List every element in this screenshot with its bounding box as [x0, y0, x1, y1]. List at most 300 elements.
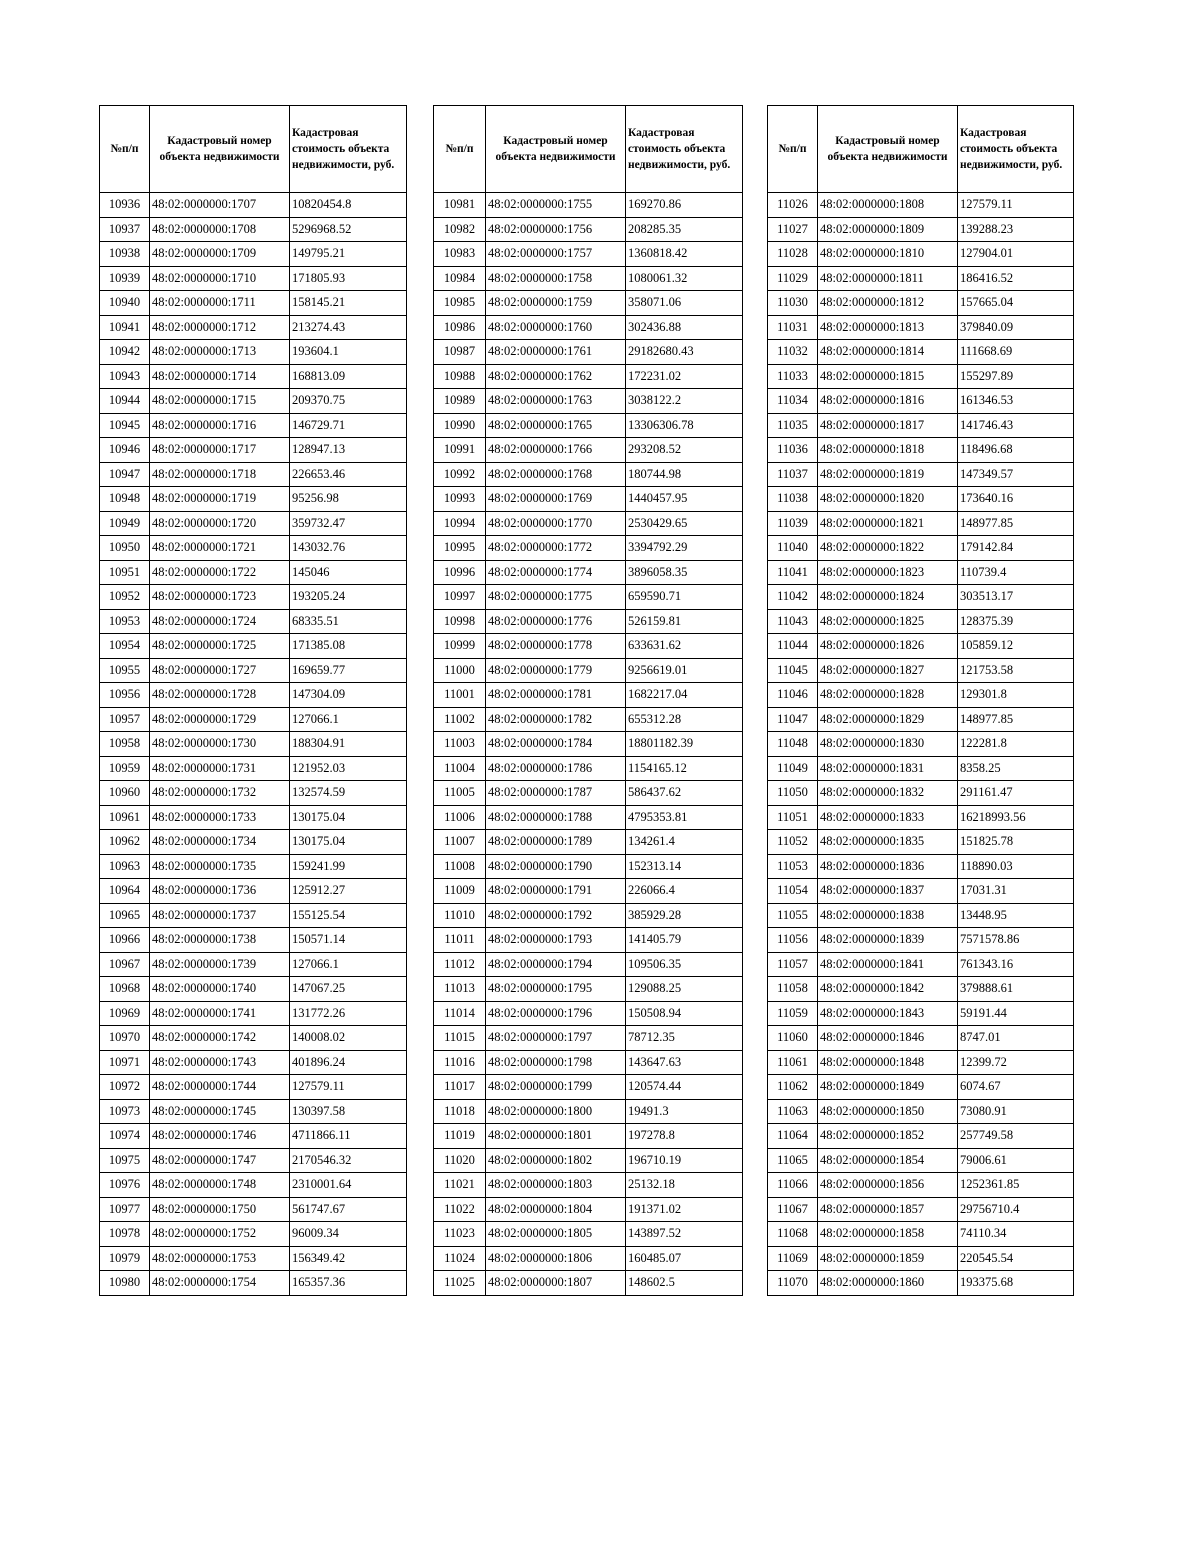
- cadastral-number: 48:02:0000000:1725: [150, 634, 290, 659]
- header-cadastral-number: Кадастровый номер объекта недвижимости: [486, 106, 626, 193]
- row-number: 11058: [768, 977, 818, 1002]
- cadastral-value: 155297.89: [958, 364, 1074, 389]
- table-row: [100, 193, 407, 218]
- cadastral-value: 29756710.4: [958, 1197, 1074, 1222]
- table-row: [768, 1271, 1074, 1296]
- row-number: 10988: [434, 364, 486, 389]
- cadastral-number: 48:02:0000000:1794: [486, 952, 626, 977]
- cadastral-value: 140008.02: [290, 1026, 407, 1051]
- cadastral-value: 59191.44: [958, 1001, 1074, 1026]
- cadastral-value: 128947.13: [290, 438, 407, 463]
- cadastral-value: 1360818.42: [626, 242, 743, 267]
- cadastral-value: 121952.03: [290, 756, 407, 781]
- cadastral-value: 78712.35: [626, 1026, 743, 1051]
- table-row: [434, 1026, 743, 1051]
- row-number: 10996: [434, 560, 486, 585]
- table-row: [100, 266, 407, 291]
- cadastral-number: 48:02:0000000:1858: [818, 1222, 958, 1247]
- row-number: 11009: [434, 879, 486, 904]
- cadastral-value: 127904.01: [958, 242, 1074, 267]
- header-cadastral-number: Кадастровый номер объекта недвижимости: [150, 106, 290, 193]
- table-row: [100, 536, 407, 561]
- table-row: [434, 854, 743, 879]
- cadastral-value: 1440457.95: [626, 487, 743, 512]
- cadastral-number: 48:02:0000000:1824: [818, 585, 958, 610]
- cadastral-number: 48:02:0000000:1735: [150, 854, 290, 879]
- cadastral-value: 291161.47: [958, 781, 1074, 806]
- table-row: [768, 928, 1074, 953]
- cadastral-number: 48:02:0000000:1762: [486, 364, 626, 389]
- table-row: [768, 291, 1074, 316]
- cadastral-value: 173640.16: [958, 487, 1074, 512]
- table-row: [100, 903, 407, 928]
- table-row: [100, 1173, 407, 1198]
- row-number: 10971: [100, 1050, 150, 1075]
- cadastral-value: 16218993.56: [958, 805, 1074, 830]
- table-row: [100, 683, 407, 708]
- row-number: 11042: [768, 585, 818, 610]
- cadastral-number: 48:02:0000000:1837: [818, 879, 958, 904]
- row-number: 10976: [100, 1173, 150, 1198]
- table-row: [768, 1099, 1074, 1124]
- cadastral-number: 48:02:0000000:1734: [150, 830, 290, 855]
- cadastral-value: 655312.28: [626, 707, 743, 732]
- cadastral-number: 48:02:0000000:1821: [818, 511, 958, 536]
- table-row: [768, 1222, 1074, 1247]
- cadastral-value: 150508.94: [626, 1001, 743, 1026]
- table-row: [100, 1099, 407, 1124]
- row-number: 10945: [100, 413, 150, 438]
- cadastral-number: 48:02:0000000:1718: [150, 462, 290, 487]
- row-number: 11036: [768, 438, 818, 463]
- header-cadastral-value: Кадастровая стоимость объекта недвижимости, руб.: [958, 106, 1074, 193]
- row-number: 10950: [100, 536, 150, 561]
- row-number: 10944: [100, 389, 150, 414]
- cadastral-value: 143647.63: [626, 1050, 743, 1075]
- table-row: [434, 438, 743, 463]
- cadastral-value: 12399.72: [958, 1050, 1074, 1075]
- cadastral-number: 48:02:0000000:1839: [818, 928, 958, 953]
- header-number: №п/п: [768, 106, 818, 193]
- table-row: [100, 1148, 407, 1173]
- cadastral-value: 302436.88: [626, 315, 743, 340]
- table-row: [100, 487, 407, 512]
- cadastral-value: 141405.79: [626, 928, 743, 953]
- table-row: [434, 609, 743, 634]
- cadastral-value: 226653.46: [290, 462, 407, 487]
- table-row: [100, 658, 407, 683]
- cadastral-number: 48:02:0000000:1859: [818, 1246, 958, 1271]
- cadastral-number: 48:02:0000000:1818: [818, 438, 958, 463]
- row-number: 10962: [100, 830, 150, 855]
- table-row: [768, 1173, 1074, 1198]
- cadastral-value: 293208.52: [626, 438, 743, 463]
- cadastral-number: 48:02:0000000:1808: [818, 193, 958, 218]
- row-number: 11067: [768, 1197, 818, 1222]
- cadastral-value: 1154165.12: [626, 756, 743, 781]
- table-row: [434, 756, 743, 781]
- row-number: 11010: [434, 903, 486, 928]
- cadastral-value: 171805.93: [290, 266, 407, 291]
- cadastral-number: 48:02:0000000:1789: [486, 830, 626, 855]
- table-row: [434, 830, 743, 855]
- table-row: [434, 462, 743, 487]
- cadastral-number: 48:02:0000000:1805: [486, 1222, 626, 1247]
- table-row: [434, 658, 743, 683]
- cadastral-number: 48:02:0000000:1830: [818, 732, 958, 757]
- row-number: 11030: [768, 291, 818, 316]
- cadastral-value: 526159.81: [626, 609, 743, 634]
- cadastral-value: 148602.5: [626, 1271, 743, 1296]
- cadastral-value: 197278.8: [626, 1124, 743, 1149]
- cadastral-value: 193205.24: [290, 585, 407, 610]
- cadastral-value: 7571578.86: [958, 928, 1074, 953]
- cadastral-number: 48:02:0000000:1754: [150, 1271, 290, 1296]
- cadastral-value: 156349.42: [290, 1246, 407, 1271]
- cadastral-value: 159241.99: [290, 854, 407, 879]
- cadastral-number: 48:02:0000000:1717: [150, 438, 290, 463]
- row-number: 11025: [434, 1271, 486, 1296]
- cadastral-number: 48:02:0000000:1838: [818, 903, 958, 928]
- cadastral-number: 48:02:0000000:1753: [150, 1246, 290, 1271]
- table-row: [434, 364, 743, 389]
- cadastral-number: 48:02:0000000:1709: [150, 242, 290, 267]
- row-number: 10963: [100, 854, 150, 879]
- row-number: 10989: [434, 389, 486, 414]
- cadastral-number: 48:02:0000000:1752: [150, 1222, 290, 1247]
- row-number: 10991: [434, 438, 486, 463]
- row-number: 10967: [100, 952, 150, 977]
- table-row: [768, 1075, 1074, 1100]
- cadastral-value: 158145.21: [290, 291, 407, 316]
- cadastral-value: 3896058.35: [626, 560, 743, 585]
- cadastral-value: 127579.11: [958, 193, 1074, 218]
- cadastral-number: 48:02:0000000:1846: [818, 1026, 958, 1051]
- row-number: 10984: [434, 266, 486, 291]
- cadastral-value: 29182680.43: [626, 340, 743, 365]
- cadastral-number: 48:02:0000000:1809: [818, 217, 958, 242]
- cadastral-number: 48:02:0000000:1727: [150, 658, 290, 683]
- cadastral-value: 186416.52: [958, 266, 1074, 291]
- cadastral-number: 48:02:0000000:1715: [150, 389, 290, 414]
- cadastral-number: 48:02:0000000:1790: [486, 854, 626, 879]
- cadastral-value: 96009.34: [290, 1222, 407, 1247]
- cadastral-number: 48:02:0000000:1812: [818, 291, 958, 316]
- cadastral-number: 48:02:0000000:1747: [150, 1148, 290, 1173]
- row-number: 11027: [768, 217, 818, 242]
- table-row: [100, 364, 407, 389]
- cadastral-value: 359732.47: [290, 511, 407, 536]
- cadastral-number: 48:02:0000000:1827: [818, 658, 958, 683]
- row-number: 11034: [768, 389, 818, 414]
- cadastral-number: 48:02:0000000:1798: [486, 1050, 626, 1075]
- row-number: 10954: [100, 634, 150, 659]
- cadastral-number: 48:02:0000000:1813: [818, 315, 958, 340]
- row-number: 11028: [768, 242, 818, 267]
- cadastral-value: 147349.57: [958, 462, 1074, 487]
- row-number: 11057: [768, 952, 818, 977]
- row-number: 10986: [434, 315, 486, 340]
- cadastral-number: 48:02:0000000:1800: [486, 1099, 626, 1124]
- row-number: 10946: [100, 438, 150, 463]
- cadastral-value: 17031.31: [958, 879, 1074, 904]
- cadastral-value: 120574.44: [626, 1075, 743, 1100]
- table-row: [434, 1050, 743, 1075]
- cadastral-value: 145046: [290, 560, 407, 585]
- row-number: 11053: [768, 854, 818, 879]
- row-number: 10973: [100, 1099, 150, 1124]
- row-number: 10992: [434, 462, 486, 487]
- table-row: [768, 560, 1074, 585]
- table-row: [434, 928, 743, 953]
- cadastral-value: 3038122.2: [626, 389, 743, 414]
- table-row: [434, 683, 743, 708]
- cadastral-value: 130175.04: [290, 830, 407, 855]
- row-number: 10998: [434, 609, 486, 634]
- cadastral-value: 586437.62: [626, 781, 743, 806]
- row-number: 10937: [100, 217, 150, 242]
- row-number: 11061: [768, 1050, 818, 1075]
- cadastral-number: 48:02:0000000:1814: [818, 340, 958, 365]
- table-row: [434, 1173, 743, 1198]
- table-row: [434, 634, 743, 659]
- cadastral-number: 48:02:0000000:1779: [486, 658, 626, 683]
- cadastral-number: 48:02:0000000:1722: [150, 560, 290, 585]
- cadastral-value: 160485.07: [626, 1246, 743, 1271]
- table-header-row: [434, 106, 743, 193]
- row-number: 10957: [100, 707, 150, 732]
- cadastral-value: 149795.21: [290, 242, 407, 267]
- cadastral-number: 48:02:0000000:1707: [150, 193, 290, 218]
- table-row: [100, 805, 407, 830]
- cadastral-value: 122281.8: [958, 732, 1074, 757]
- row-number: 10997: [434, 585, 486, 610]
- cadastral-value: 209370.75: [290, 389, 407, 414]
- table-row: [434, 389, 743, 414]
- cadastral-value: 111668.69: [958, 340, 1074, 365]
- table-header-row: [100, 106, 407, 193]
- table-row: [100, 1001, 407, 1026]
- row-number: 10974: [100, 1124, 150, 1149]
- cadastral-value: 379888.61: [958, 977, 1074, 1002]
- row-number: 10936: [100, 193, 150, 218]
- cadastral-value: 169270.86: [626, 193, 743, 218]
- table-row: [768, 756, 1074, 781]
- table-row: [434, 1075, 743, 1100]
- row-number: 11045: [768, 658, 818, 683]
- cadastral-value: 4711866.11: [290, 1124, 407, 1149]
- table-row: [434, 1001, 743, 1026]
- table-row: [434, 511, 743, 536]
- cadastral-number: 48:02:0000000:1760: [486, 315, 626, 340]
- table-row: [100, 879, 407, 904]
- row-number: 11021: [434, 1173, 486, 1198]
- cadastral-value: 3394792.29: [626, 536, 743, 561]
- table-row: [100, 634, 407, 659]
- cadastral-value: 74110.34: [958, 1222, 1074, 1247]
- cadastral-number: 48:02:0000000:1765: [486, 413, 626, 438]
- table-row: [434, 1271, 743, 1296]
- cadastral-value: 358071.06: [626, 291, 743, 316]
- cadastral-value: 129088.25: [626, 977, 743, 1002]
- table-row: [434, 536, 743, 561]
- cadastral-value: 19491.3: [626, 1099, 743, 1124]
- row-number: 10942: [100, 340, 150, 365]
- cadastral-number: 48:02:0000000:1826: [818, 634, 958, 659]
- row-number: 11064: [768, 1124, 818, 1149]
- row-number: 11070: [768, 1271, 818, 1296]
- row-number: 10943: [100, 364, 150, 389]
- cadastral-number: 48:02:0000000:1769: [486, 487, 626, 512]
- cadastral-number: 48:02:0000000:1787: [486, 781, 626, 806]
- cadastral-value: 4795353.81: [626, 805, 743, 830]
- table-row: [100, 609, 407, 634]
- table-row: [434, 487, 743, 512]
- row-number: 10961: [100, 805, 150, 830]
- cadastral-number: 48:02:0000000:1796: [486, 1001, 626, 1026]
- row-number: 11065: [768, 1148, 818, 1173]
- row-number: 11011: [434, 928, 486, 953]
- cadastral-value: 10820454.8: [290, 193, 407, 218]
- row-number: 10941: [100, 315, 150, 340]
- table-row: [100, 781, 407, 806]
- cadastral-value: 148977.85: [958, 511, 1074, 536]
- cadastral-number: 48:02:0000000:1743: [150, 1050, 290, 1075]
- table-row: [100, 1271, 407, 1296]
- table-row: [434, 1148, 743, 1173]
- row-number: 11000: [434, 658, 486, 683]
- row-number: 10960: [100, 781, 150, 806]
- cadastral-number: 48:02:0000000:1804: [486, 1197, 626, 1222]
- row-number: 11046: [768, 683, 818, 708]
- table-row: [434, 315, 743, 340]
- cadastral-number: 48:02:0000000:1756: [486, 217, 626, 242]
- row-number: 11043: [768, 609, 818, 634]
- cadastral-value: 148977.85: [958, 707, 1074, 732]
- cadastral-value: 118890.03: [958, 854, 1074, 879]
- cadastral-number: 48:02:0000000:1854: [818, 1148, 958, 1173]
- cadastral-number: 48:02:0000000:1784: [486, 732, 626, 757]
- table-row: [768, 438, 1074, 463]
- cadastral-number: 48:02:0000000:1740: [150, 977, 290, 1002]
- cadastral-value: 151825.78: [958, 830, 1074, 855]
- cadastral-number: 48:02:0000000:1799: [486, 1075, 626, 1100]
- table-row: [768, 1246, 1074, 1271]
- table-row: [434, 805, 743, 830]
- cadastral-value: 379840.09: [958, 315, 1074, 340]
- cadastral-value: 130175.04: [290, 805, 407, 830]
- cadastral-number: 48:02:0000000:1857: [818, 1197, 958, 1222]
- cadastral-value: 9256619.01: [626, 658, 743, 683]
- cadastral-number: 48:02:0000000:1736: [150, 879, 290, 904]
- header-number: №п/п: [434, 106, 486, 193]
- row-number: 11008: [434, 854, 486, 879]
- table-row: [768, 1124, 1074, 1149]
- table-row: [768, 1050, 1074, 1075]
- cadastral-number: 48:02:0000000:1748: [150, 1173, 290, 1198]
- row-number: 11056: [768, 928, 818, 953]
- table-row: [100, 1246, 407, 1271]
- table-row: [100, 928, 407, 953]
- table-row: [768, 511, 1074, 536]
- row-number: 10965: [100, 903, 150, 928]
- table-row: [434, 952, 743, 977]
- cadastral-number: 48:02:0000000:1710: [150, 266, 290, 291]
- row-number: 10949: [100, 511, 150, 536]
- row-number: 11069: [768, 1246, 818, 1271]
- cadastral-number: 48:02:0000000:1757: [486, 242, 626, 267]
- row-number: 10955: [100, 658, 150, 683]
- cadastral-number: 48:02:0000000:1755: [486, 193, 626, 218]
- table-row: [768, 879, 1074, 904]
- row-number: 11040: [768, 536, 818, 561]
- row-number: 10999: [434, 634, 486, 659]
- cadastral-value: 146729.71: [290, 413, 407, 438]
- table-row: [100, 585, 407, 610]
- table-row: [100, 1026, 407, 1051]
- row-number: 11062: [768, 1075, 818, 1100]
- cadastral-number: 48:02:0000000:1849: [818, 1075, 958, 1100]
- table-row: [100, 1124, 407, 1149]
- row-number: 10952: [100, 585, 150, 610]
- cadastral-value: 13448.95: [958, 903, 1074, 928]
- row-number: 10978: [100, 1222, 150, 1247]
- cadastral-number: 48:02:0000000:1856: [818, 1173, 958, 1198]
- cadastral-number: 48:02:0000000:1786: [486, 756, 626, 781]
- row-number: 11020: [434, 1148, 486, 1173]
- cadastral-value: 157665.04: [958, 291, 1074, 316]
- row-number: 11014: [434, 1001, 486, 1026]
- cadastral-value: 193604.1: [290, 340, 407, 365]
- cadastral-number: 48:02:0000000:1850: [818, 1099, 958, 1124]
- row-number: 10993: [434, 487, 486, 512]
- table-row: [100, 217, 407, 242]
- table-row: [100, 977, 407, 1002]
- table-row: [434, 732, 743, 757]
- table-row: [434, 1197, 743, 1222]
- cadastral-value: 18801182.39: [626, 732, 743, 757]
- cadastral-value: 188304.91: [290, 732, 407, 757]
- cadastral-number: 48:02:0000000:1721: [150, 536, 290, 561]
- cadastral-value: 147304.09: [290, 683, 407, 708]
- table-row: [768, 732, 1074, 757]
- table-row: [100, 1222, 407, 1247]
- cadastral-number: 48:02:0000000:1803: [486, 1173, 626, 1198]
- cadastral-number: 48:02:0000000:1829: [818, 707, 958, 732]
- row-number: 11018: [434, 1099, 486, 1124]
- row-number: 10981: [434, 193, 486, 218]
- row-number: 11052: [768, 830, 818, 855]
- table-row: [100, 756, 407, 781]
- table-row: [100, 560, 407, 585]
- table-row: [100, 462, 407, 487]
- cadastral-value: 257749.58: [958, 1124, 1074, 1149]
- cadastral-number: 48:02:0000000:1732: [150, 781, 290, 806]
- cadastral-value: 73080.91: [958, 1099, 1074, 1124]
- cadastral-value: 155125.54: [290, 903, 407, 928]
- cadastral-value: 134261.4: [626, 830, 743, 855]
- cadastral-number: 48:02:0000000:1737: [150, 903, 290, 928]
- cadastral-number: 48:02:0000000:1793: [486, 928, 626, 953]
- cadastral-value: 2170546.32: [290, 1148, 407, 1173]
- cadastral-number: 48:02:0000000:1797: [486, 1026, 626, 1051]
- cadastral-number: 48:02:0000000:1831: [818, 756, 958, 781]
- table-row: [768, 242, 1074, 267]
- cadastral-value: 1682217.04: [626, 683, 743, 708]
- row-number: 10972: [100, 1075, 150, 1100]
- table-row: [434, 242, 743, 267]
- row-number: 10977: [100, 1197, 150, 1222]
